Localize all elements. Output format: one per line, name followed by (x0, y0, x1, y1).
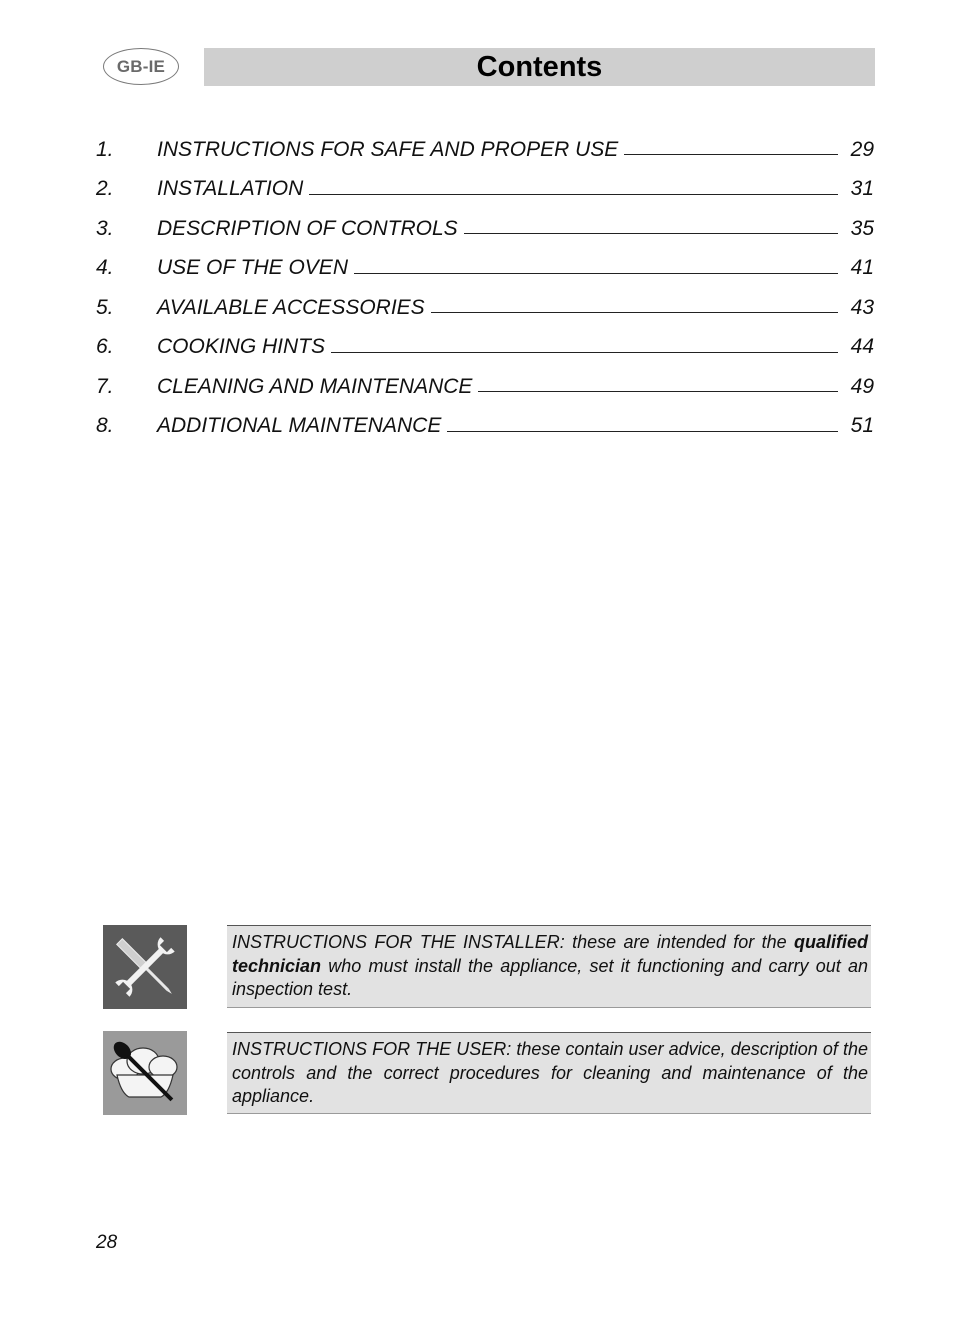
installer-text-before: INSTRUCTIONS FOR THE INSTALLER: these are intended for the (232, 932, 794, 952)
toc-number: 5. (96, 295, 114, 319)
toc-leader (464, 233, 838, 234)
toc-leader (624, 154, 838, 155)
installer-text-after: who must install the appliance, set it functioning and carry out an inspection test. (232, 955, 868, 999)
page-title: Contents (204, 48, 875, 86)
toc-entry[interactable] (96, 328, 874, 368)
toc-page: 51 (850, 414, 874, 438)
user-note-text: INSTRUCTIONS FOR THE USER: these contain user advice, description of the controls and the correct procedures for cleaning and maintenance of the appliance. (232, 1039, 868, 1106)
toc-number: 7. (96, 374, 114, 398)
toc-title: AVAILABLE ACCESSORIES (157, 295, 425, 319)
toc-leader (478, 391, 838, 392)
toc-entry[interactable] (96, 130, 874, 170)
toc-title: COOKING HINTS (157, 335, 326, 359)
toc-leader (354, 273, 838, 274)
toc-entry[interactable] (96, 209, 874, 249)
toc-number: 2. (96, 177, 114, 201)
toc-number: 3. (96, 216, 114, 240)
toc-entry[interactable] (96, 249, 874, 289)
toc-title: CLEANING AND MAINTENANCE (157, 374, 473, 398)
chef-spoon-icon (103, 1031, 187, 1115)
toc-title: INSTRUCTIONS FOR SAFE AND PROPER USE (157, 137, 619, 161)
toc-page: 41 (850, 256, 874, 280)
language-badge: GB-IE (103, 48, 179, 85)
toc-page: 35 (850, 216, 874, 240)
tools-icon (103, 925, 187, 1009)
toc-title: INSTALLATION (157, 177, 304, 201)
toc-number: 4. (96, 256, 114, 280)
toc-number: 6. (96, 335, 114, 359)
toc-leader (331, 352, 838, 353)
toc-entry[interactable] (96, 367, 874, 407)
toc-entry[interactable] (96, 407, 874, 447)
page-number: 28 (96, 1232, 118, 1253)
toc-title: ADDITIONAL MAINTENANCE (157, 414, 442, 438)
toc-page: 49 (850, 374, 874, 398)
toc-page: 44 (850, 335, 874, 359)
toc-number: 1. (96, 137, 114, 161)
toc-page: 31 (850, 177, 874, 201)
toc-entry[interactable] (96, 170, 874, 210)
installer-instructions-note (227, 925, 871, 1008)
toc-page: 43 (850, 295, 874, 319)
toc-page: 29 (850, 137, 874, 161)
toc-leader (309, 194, 838, 195)
toc-number: 8. (96, 414, 114, 438)
toc-leader (431, 312, 838, 313)
user-instructions-note (227, 1032, 871, 1114)
table-of-contents (96, 130, 874, 446)
installer-text-bold: qualified technician (232, 932, 868, 976)
toc-title: USE OF THE OVEN (157, 256, 348, 280)
toc-entry[interactable] (96, 288, 874, 328)
toc-leader (447, 431, 838, 432)
toc-title: DESCRIPTION OF CONTROLS (157, 216, 458, 240)
